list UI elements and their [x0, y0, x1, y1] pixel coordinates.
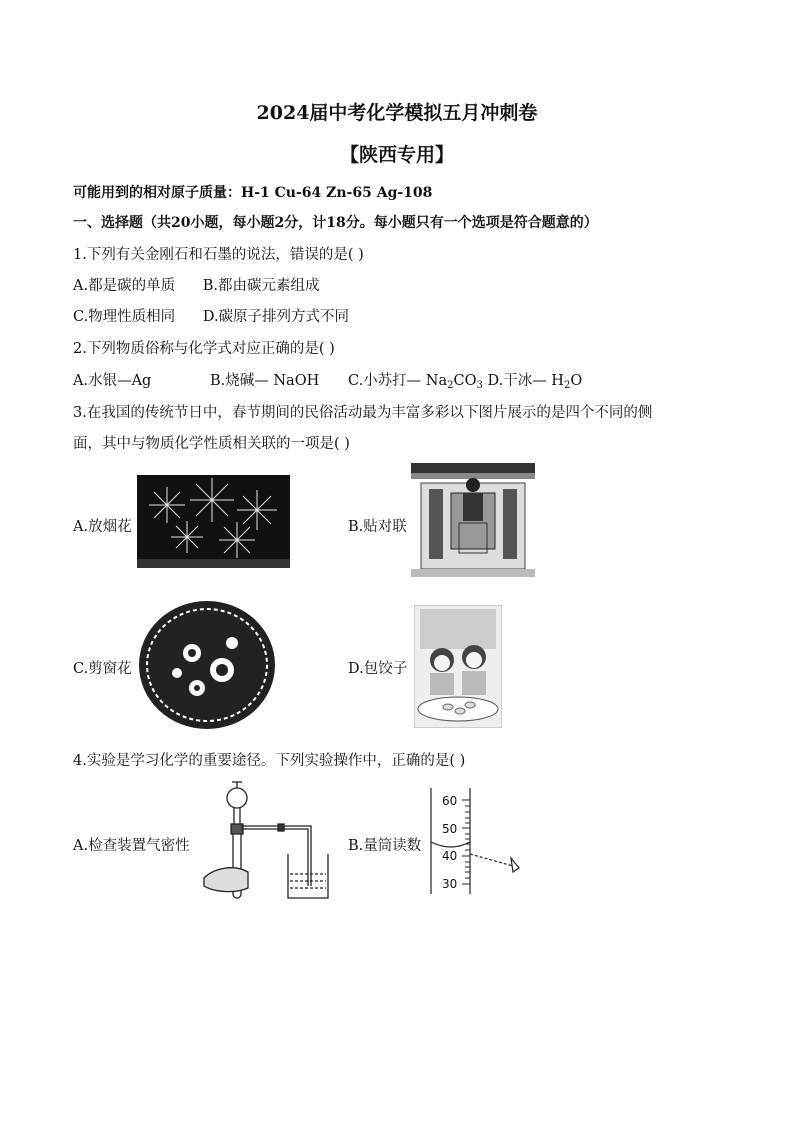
q2-option-b: B.烧碱— NaOH — [210, 373, 320, 389]
cylinder-tick-60: 60 — [442, 794, 458, 808]
dumplings-image — [414, 605, 502, 728]
q2-option-a: A.水银—Ag — [73, 373, 152, 389]
couplet-image — [411, 463, 535, 577]
q4-option-a: A.检查装置气密性 — [73, 838, 190, 854]
q1-stem: 1.下列有关金刚石和石墨的说法，错误的是( ) — [73, 247, 364, 263]
q3-option-b: B.贴对联 — [348, 519, 407, 535]
q2-option-c-d: C.小苏打— $Na_2CO_3$ D.干冰— $H_2O$ — [348, 373, 583, 391]
cylinder-tick-30: 30 — [442, 877, 458, 891]
page-title: 2024届中考化学模拟五月冲刺卷 — [256, 102, 538, 124]
graduated-cylinder-image — [425, 786, 535, 896]
fireworks-image — [137, 475, 290, 568]
cylinder-tick-40: 40 — [442, 849, 458, 863]
q1-options-row2: C.物理性质相同 D.碳原子排列方式不同 — [73, 309, 350, 325]
q3-option-c: C.剪窗花 — [73, 661, 132, 677]
q3-stem-line1: 3.在我国的传统节日中，春节期间的民俗活动最为丰富多彩以下图片展示的是四个不同的侧 — [73, 405, 653, 421]
q4-stem: 4.实验是学习化学的重要途径。下列实验操作中，正确的是( ) — [73, 753, 466, 769]
q3-stem-line2: 面，其中与物质化学性质相关联的一项是( ) — [73, 436, 350, 452]
cylinder-tick-50: 50 — [442, 822, 458, 836]
papercut-image — [137, 598, 278, 732]
section-heading: 一、选择题（共20小题，每小题2分，计18分。每小题只有一个选项是符合题意的） — [73, 215, 598, 231]
q3-option-a: A.放烟花 — [73, 519, 132, 535]
atomic-mass-note: 可能用到的相对原子质量：H-1 Cu-64 Zn-65 Ag-108 — [73, 185, 433, 201]
q1-options-row1: A.都是碳的单质 B.都由碳元素组成 — [73, 278, 320, 294]
q3-option-d: D.包饺子 — [348, 661, 408, 677]
q4-option-b: B.量筒读数 — [348, 838, 422, 854]
page-subtitle: 【陕西专用】 — [339, 144, 454, 166]
q2-stem: 2.下列物质俗称与化学式对应正确的是( ) — [73, 341, 335, 357]
airtightness-apparatus-image — [200, 778, 335, 903]
